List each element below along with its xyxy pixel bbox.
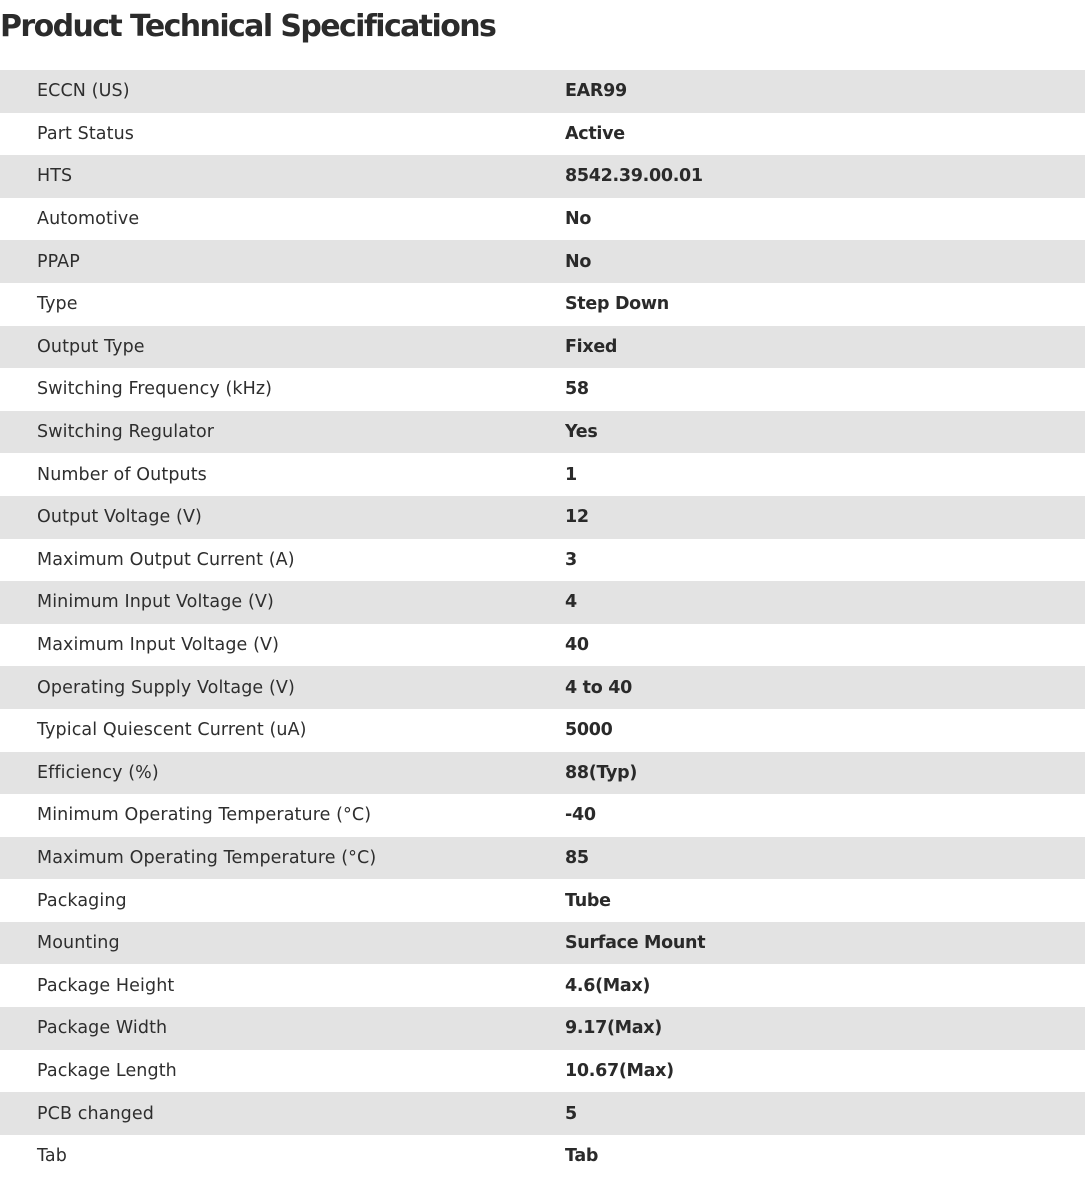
spec-label: Type: [37, 294, 78, 315]
spec-label: Maximum Input Voltage (V): [37, 635, 279, 656]
spec-value: No: [565, 209, 592, 230]
spec-label: Tab: [37, 1146, 67, 1167]
spec-row: [0, 240, 1085, 283]
spec-label: Packaging: [37, 890, 127, 911]
spec-label: Mounting: [37, 933, 120, 954]
spec-row: [0, 155, 1085, 198]
spec-value: Yes: [565, 422, 598, 443]
spec-label: Typical Quiescent Current (uA): [37, 720, 307, 741]
specifications-table-body: [0, 70, 1085, 1177]
spec-row: [0, 539, 1085, 582]
spec-value: 3: [565, 549, 577, 570]
spec-value: Fixed: [565, 336, 618, 357]
spec-row: [0, 283, 1085, 326]
spec-value: 9.17(Max): [565, 1018, 662, 1039]
spec-row: [0, 70, 1085, 113]
spec-row: [0, 752, 1085, 795]
spec-row: [0, 496, 1085, 539]
spec-row: [0, 879, 1085, 922]
spec-value: 4.6(Max): [565, 975, 651, 996]
spec-row: [0, 794, 1085, 837]
spec-row: [0, 198, 1085, 241]
specifications-table: [0, 70, 1085, 1177]
spec-value: No: [565, 251, 592, 272]
spec-label: Output Voltage (V): [37, 507, 202, 528]
spec-label: Package Length: [37, 1060, 177, 1081]
spec-row: [0, 1050, 1085, 1093]
spec-value: Tab: [565, 1146, 599, 1167]
spec-label: Switching Frequency (kHz): [37, 379, 273, 400]
spec-label: Minimum Operating Temperature (°C): [37, 805, 372, 826]
spec-label: Switching Regulator: [37, 422, 215, 443]
spec-label: PCB changed: [37, 1103, 154, 1124]
spec-value: -40: [565, 805, 596, 826]
spec-label: Part Status: [37, 123, 134, 144]
spec-value: 58: [565, 379, 589, 400]
spec-value: 5000: [565, 720, 613, 741]
spec-value: 88(Typ): [565, 762, 638, 783]
spec-value: 4: [565, 592, 577, 613]
spec-row: [0, 922, 1085, 965]
spec-row: [0, 1092, 1085, 1135]
spec-label: Package Width: [37, 1018, 168, 1039]
spec-value: 10.67(Max): [565, 1060, 674, 1081]
spec-label: HTS: [37, 166, 73, 187]
spec-value: 85: [565, 847, 589, 868]
spec-row: [0, 326, 1085, 369]
spec-label: Maximum Operating Temperature (°C): [37, 847, 377, 868]
spec-row: [0, 411, 1085, 454]
spec-label: Maximum Output Current (A): [37, 549, 295, 570]
spec-value: 8542.39.00.01: [565, 166, 703, 187]
spec-row: [0, 581, 1085, 624]
spec-label: Automotive: [37, 209, 140, 230]
spec-label: ECCN (US): [37, 81, 130, 102]
spec-row: [0, 837, 1085, 880]
spec-row: [0, 1007, 1085, 1050]
spec-value: 4 to 40: [565, 677, 633, 698]
spec-value: EAR99: [565, 81, 627, 102]
spec-label: Efficiency (%): [37, 762, 159, 783]
spec-row: [0, 709, 1085, 752]
spec-row: [0, 113, 1085, 156]
spec-label: Output Type: [37, 336, 145, 357]
spec-value: 1: [565, 464, 577, 485]
page-title: Product Technical Specifications: [0, 9, 496, 44]
spec-label: Number of Outputs: [37, 464, 207, 485]
spec-value: 40: [565, 635, 589, 656]
spec-label: PPAP: [37, 251, 80, 272]
spec-label: Minimum Input Voltage (V): [37, 592, 274, 613]
spec-label: Operating Supply Voltage (V): [37, 677, 295, 698]
spec-value: Active: [565, 123, 625, 144]
spec-row: [0, 453, 1085, 496]
spec-row: [0, 666, 1085, 709]
spec-value: Tube: [565, 890, 611, 911]
spec-value: Surface Mount: [565, 933, 706, 954]
spec-value: 5: [565, 1103, 577, 1124]
spec-label: Package Height: [37, 975, 175, 996]
spec-value: 12: [565, 507, 589, 528]
spec-row: [0, 368, 1085, 411]
spec-value: Step Down: [565, 294, 669, 315]
spec-row: [0, 964, 1085, 1007]
spec-row: [0, 624, 1085, 667]
